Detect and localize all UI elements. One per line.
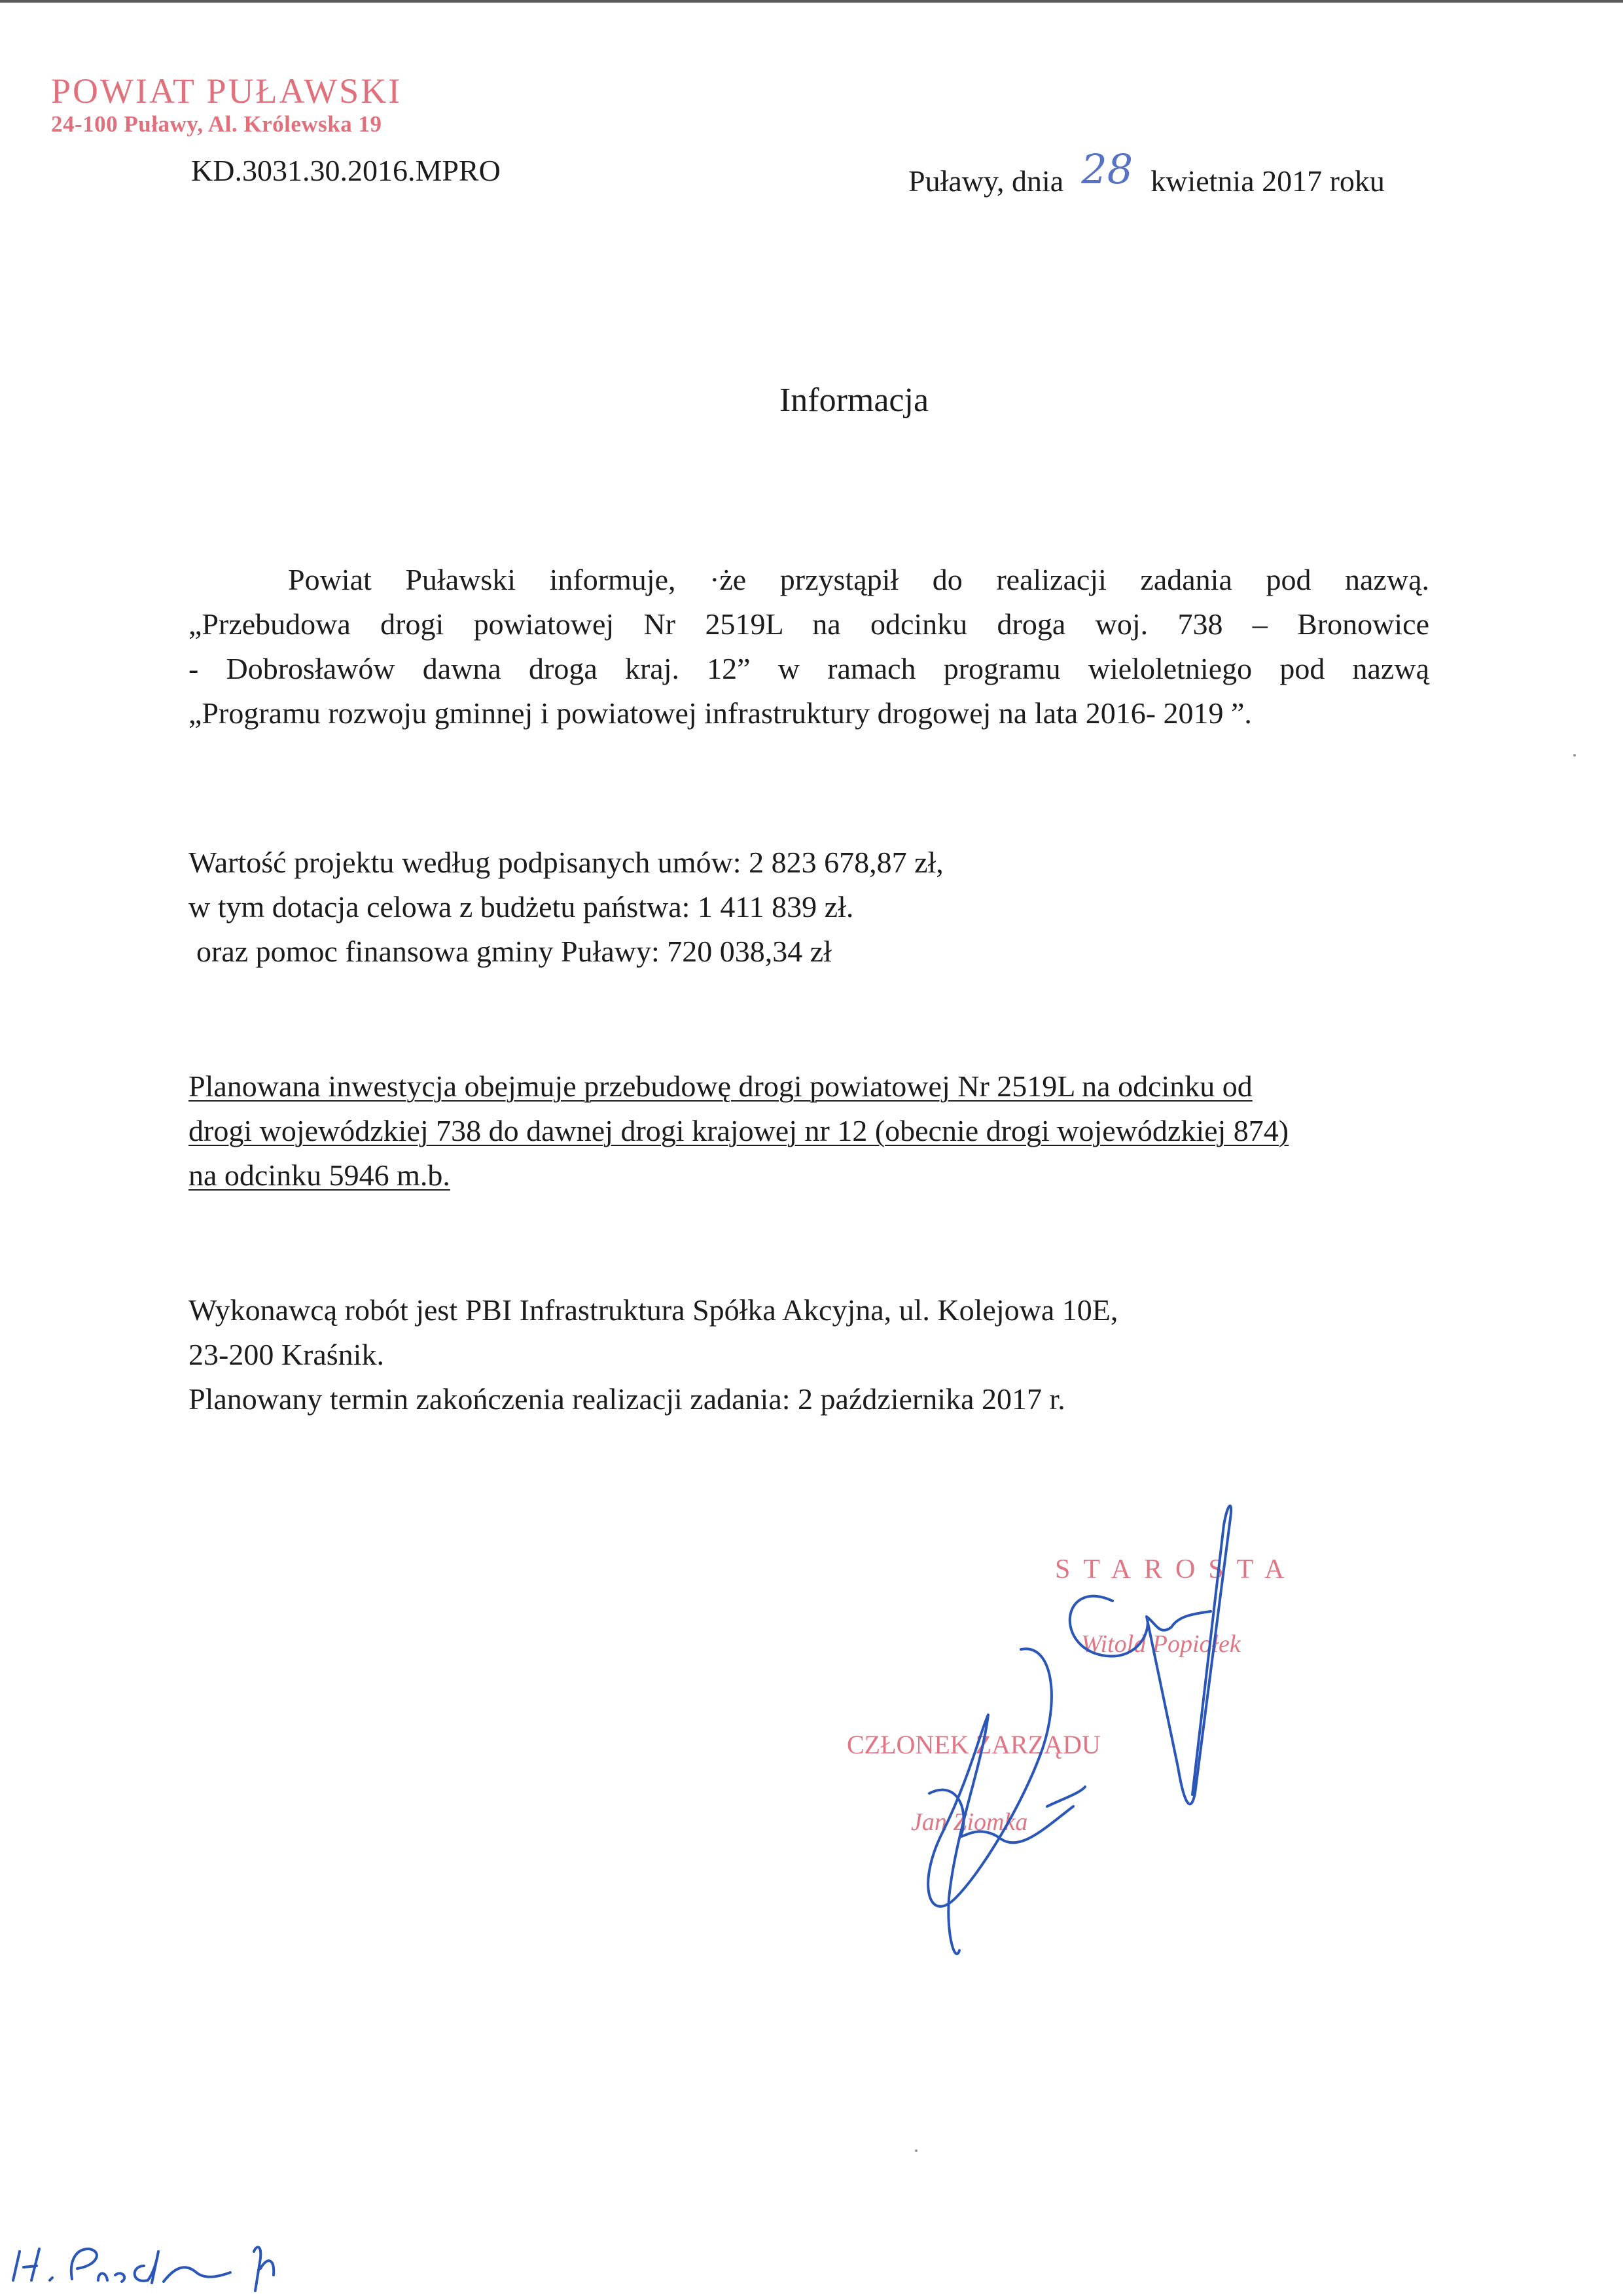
office-stamp-name: POWIAT PUŁAWSKI [51, 71, 402, 111]
date-suffix: kwietnia 2017 roku [1150, 164, 1385, 198]
starosta-stamp-title: STAROSTA [1055, 1554, 1298, 1585]
contractor-line: Wykonawcą robót jest PBI Infrastruktura Spółka Akcyjna, ul. Kolejowa 10E, [188, 1293, 1118, 1327]
document-title: Informacja [779, 382, 929, 419]
scan-border [0, 0, 1623, 3]
investment-description [188, 1064, 1289, 1198]
amounts-block [188, 840, 944, 974]
contractor-line: 23-200 Kraśnik. [188, 1338, 384, 1371]
contractor-block [188, 1288, 1118, 1422]
intro-line: - Dobrosławów dawna droga kraj. 12” w ramach programu wieloletniego pod nazwą [188, 652, 1429, 685]
intro-line: „Przebudowa drogi powiatowej Nr 2519L na odcinku droga woj. 738 – Bronowice [188, 607, 1429, 641]
reference-number: KD.3031.30.2016.MPRO [191, 154, 501, 187]
scan-dot [1573, 754, 1576, 757]
board-member-signature [928, 1649, 1085, 1954]
date-day-handwritten: 28 [1081, 145, 1133, 193]
state-subsidy: w tym dotacja celowa z budżetu państwa: 1 411 839 zł. [188, 890, 854, 924]
completion-date: Planowany termin zakończenia realizacji zadania: 2 października 2017 r. [188, 1382, 1065, 1416]
scan-dot [915, 2149, 918, 2152]
date-prefix: Puławy, dnia [908, 164, 1064, 198]
office-stamp [51, 73, 402, 137]
handwritten-initials [13, 2247, 274, 2291]
office-stamp-address: 24-100 Puławy, Al. Królewska 19 [51, 111, 382, 137]
intro-paragraph [188, 558, 1429, 736]
investment-line: drogi wojewódzkiej 738 do dawnej drogi krajowej nr 12 (obecnie drogi wojewódzkiej 874) [188, 1114, 1289, 1147]
board-member-stamp-name: Jan Ziomka [911, 1808, 1028, 1836]
intro-line: Powiat Puławski informuje, ·że przystąpił do realizacji zadania pod nazwą. [288, 563, 1429, 596]
date-line [908, 145, 1385, 201]
municipal-aid: oraz pomoc finansowa gminy Puławy: 720 038,34 zł [196, 935, 832, 968]
project-value: Wartość projektu według podpisanych umów: 2 823 678,87 zł, [188, 846, 944, 879]
investment-line: Planowana inwestycja obejmuje przebudowę drogi powiatowej Nr 2519L na odcinku od [188, 1069, 1253, 1103]
board-member-stamp-title: CZŁONEK ZARZĄDU [847, 1730, 1101, 1759]
starosta-stamp-name: Witold Popiołek [1081, 1630, 1241, 1658]
intro-line: „Programu rozwoju gminnej i powiatowej infrastruktury drogowej na lata 2016- 2019 ”. [188, 696, 1252, 730]
investment-line: na odcinku 5946 m.b. [188, 1158, 450, 1192]
